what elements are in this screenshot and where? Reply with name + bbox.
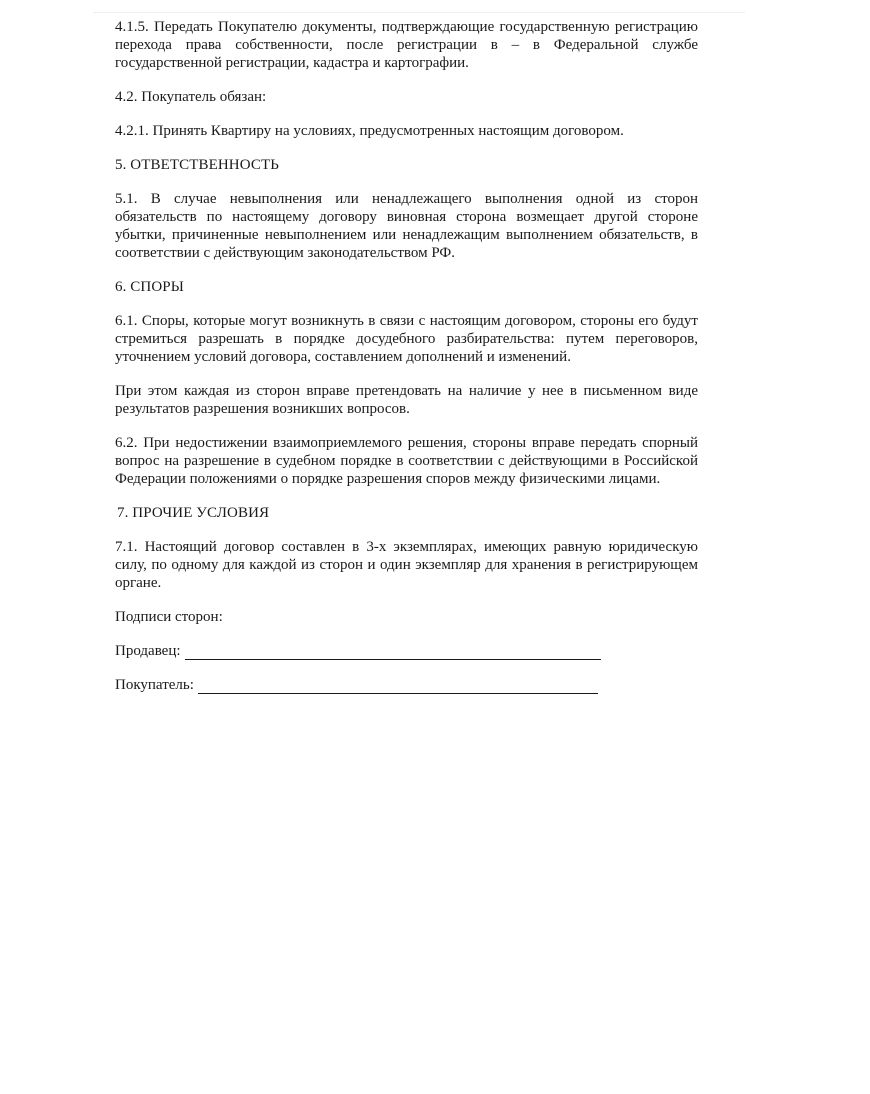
clause-4-1-5: 4.1.5. Передать Покупателю документы, подтверждающие государственную регистрацию перехода права собственности, после регистрации в – в Федеральной службе государственной регистрации, кадастра и картографии. — [115, 19, 698, 71]
top-divider — [93, 12, 745, 13]
section-heading-6: 6. СПОРЫ — [115, 279, 184, 295]
clause-5-1: 5.1. В случае невыполнения или ненадлежащего выполнения одной из сторон обязательств по настоящему договору виновная сторона возмещает другой стороне убытки, причиненные невыполнением или ненадлежащим выполнением обязательств, в соответствии с действующим законодательством РФ. — [115, 191, 698, 261]
section-heading-7: 7. ПРОЧИЕ УСЛОВИЯ — [117, 505, 270, 521]
signatures-title: Подписи сторон: — [115, 609, 223, 625]
clause-4-2-1: 4.2.1. Принять Квартиру на условиях, предусмотренных настоящим договором. — [115, 123, 624, 139]
clause-4-2: 4.2. Покупатель обязан: — [115, 89, 267, 105]
buyer-label: Покупатель: — [115, 677, 194, 693]
clause-7-1: 7.1. Настоящий договор составлен в 3-х экземплярах, имеющих равную юридическую силу, по одному для каждой из сторон и один экземпляр для хранения в регистрирующем органе. — [115, 539, 698, 591]
buyer-signature-line — [198, 678, 598, 694]
clause-6-1-note: При этом каждая из сторон вправе претендовать на наличие у нее в письменном виде результатов разрешения возникших вопросов. — [115, 383, 698, 417]
seller-label: Продавец: — [115, 643, 181, 659]
seller-signature-line — [185, 644, 601, 660]
clause-6-1: 6.1. Споры, которые могут возникнуть в связи с настоящим договором, стороны его будут стремиться разрешать в порядке досудебного разбирательства: путем переговоров, уточнением условий договора, составлением дополнений и изменений. — [115, 313, 698, 365]
clause-6-2: 6.2. При недостижении взаимоприемлемого решения, стороны вправе передать спорный вопрос на разрешение в судебном порядке в соответствии с действующими в Российской Федерации положениями о порядке разрешения споров между физическими лицами. — [115, 435, 698, 487]
seller-signature-row — [115, 642, 698, 660]
document-page — [115, 18, 698, 710]
section-heading-5: 5. ОТВЕТСТВЕННОСТЬ — [115, 157, 279, 173]
buyer-signature-row — [115, 676, 698, 694]
